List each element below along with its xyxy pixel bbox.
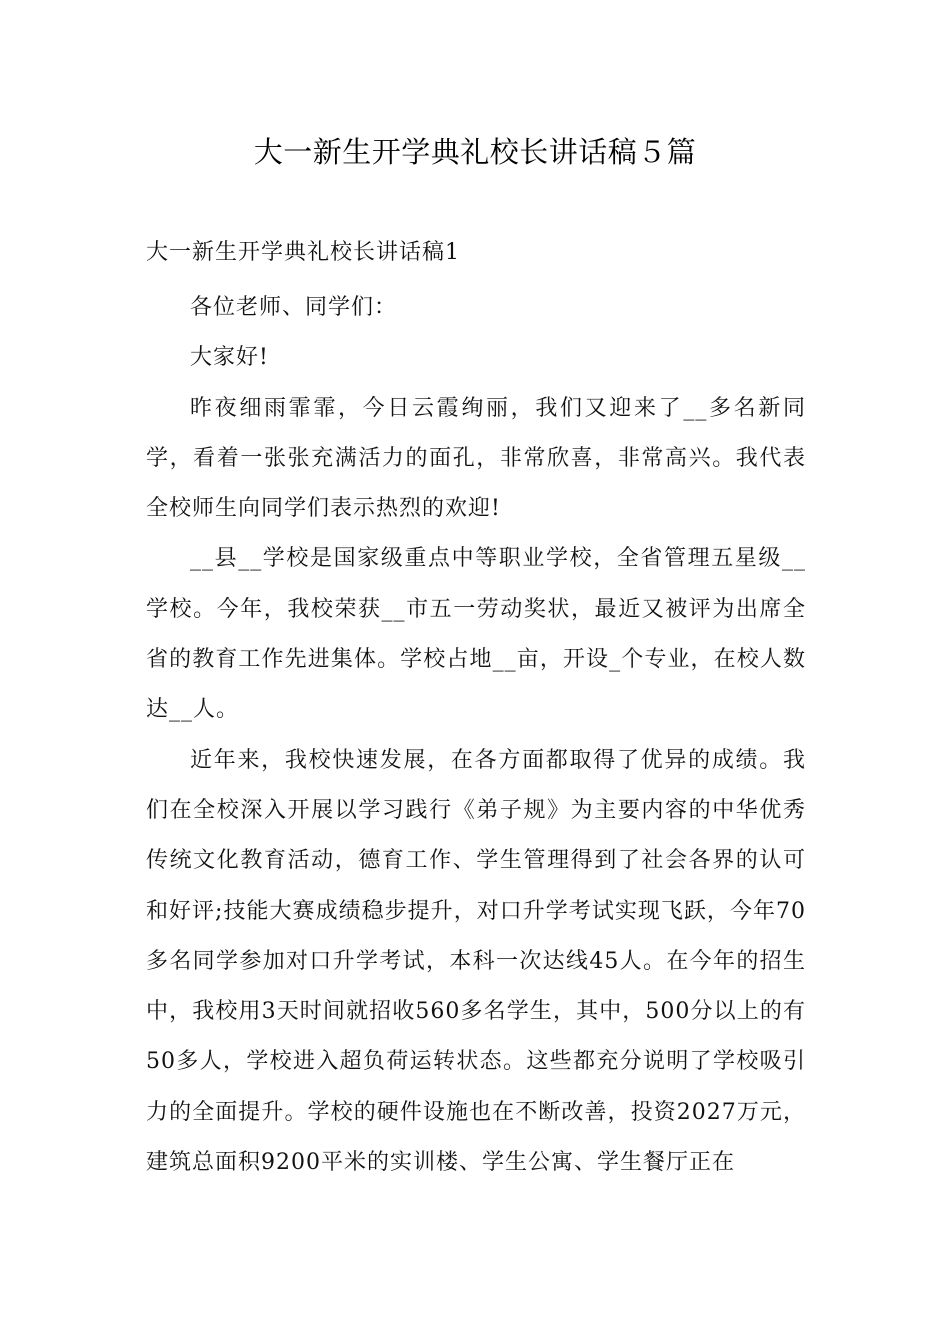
salutation: 各位老师、同学们： (190, 295, 398, 320)
paragraph-achievements: 近年来，我校快速发展，在各方面都取得了优异的成绩。我们在全校深入开展以学习践行《弟子规》为主要内容的中华优秀传统文化教育活动，德育工作、学生管理得到了社会各界的认可和好评;技能大赛成绩稳步提升，对口升学考试实现飞跃，今年70多名同学参加对口升学考试，本科一次达线45人。在今年的招生中，我校用3天时间就招收560多名学生，其中，500分以上的有50多人，学校进入超负荷运转状态。这些都充分说明了学校吸引力的全面提升。学校的硬件设施也在不断改善，投资2027万元，建筑总面积9200平米的实训楼、学生公寓、学生餐厅正在 (146, 747, 806, 1176)
paragraph-school-intro: __县__学校是国家级重点中等职业学校，全省管理五星级__学校。今年，我校荣获__市五一劳动奖状，最近又被评为出席全省的教育工作先进集体。学校占地__亩，开设_个专业，在校人数达__人。 (146, 546, 806, 723)
greeting: 大家好! (190, 345, 269, 371)
paragraph-welcome: 昨夜细雨霏霏，今日云霞绚丽，我们又迎来了__多名新同学，看着一张张充满活力的面孔，非常欣喜，非常高兴。我代表全校师生向同学们表示热烈的欢迎! (146, 395, 806, 522)
document-body (146, 283, 806, 1188)
document-title: 大一新生开学典礼校长讲话稿５篇 (253, 135, 697, 169)
section-title: 大一新生开学典礼校长讲话稿1 (146, 240, 460, 265)
